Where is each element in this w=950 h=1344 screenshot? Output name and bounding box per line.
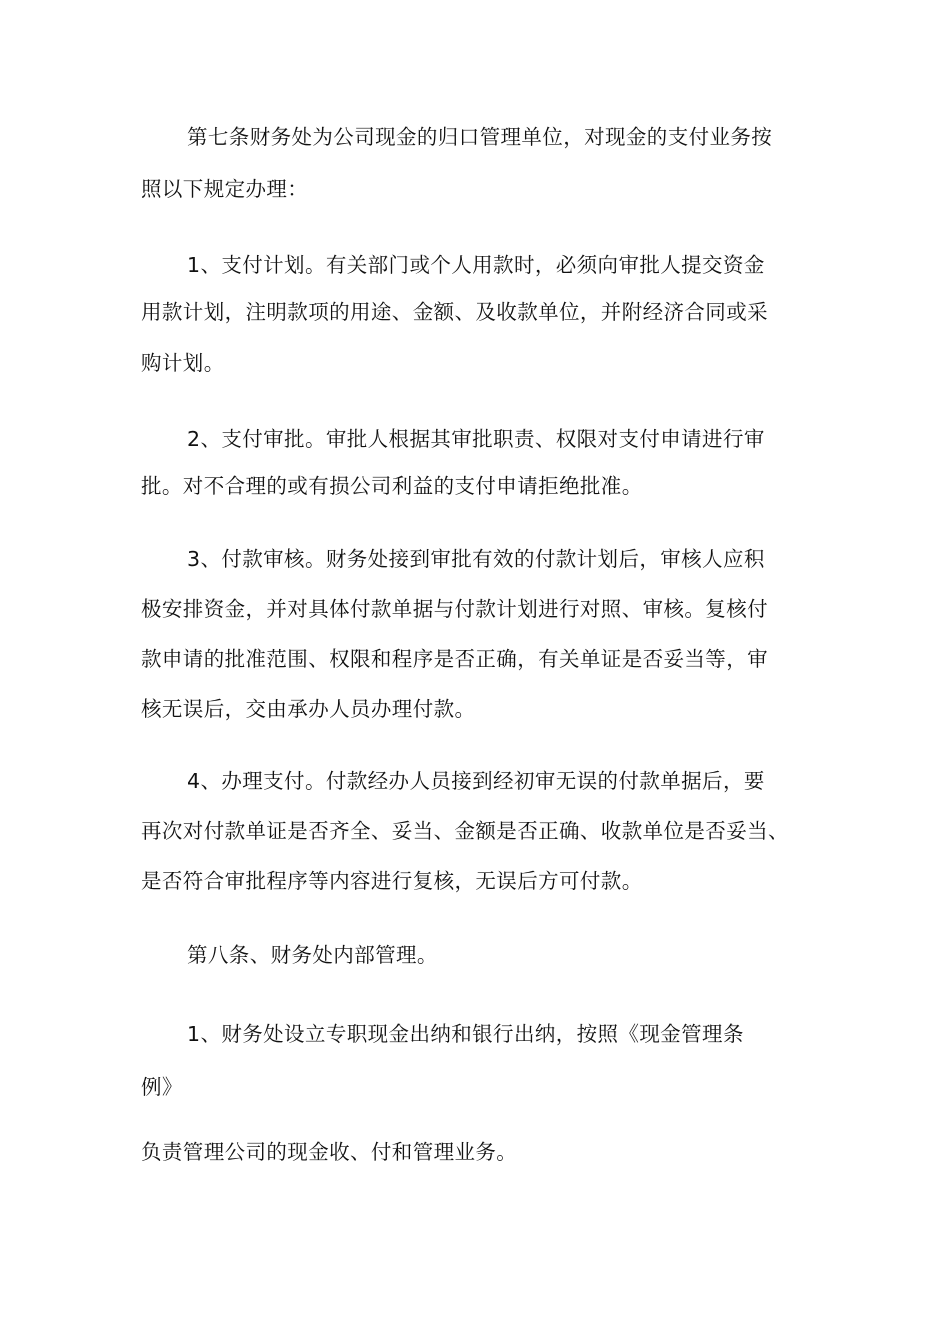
item-4-line-2: 再次对付款单证是否齐全、妥当、金额是否正确、收款单位是否妥当、: [141, 819, 789, 843]
item-4-line-3: 是否符合审批程序等内容进行复核，无误后方可付款。: [141, 869, 643, 893]
item-1-line-2: 用款计划，注明款项的用途、金额、及收款单位，并附经济合同或采: [141, 300, 768, 324]
item-4-line-1: 4、办理支付。付款经办人员接到经初审无误的付款单据后，要: [187, 769, 765, 793]
article-7-line-2: 照以下规定办理：: [141, 177, 309, 201]
article-7-line-1: 第七条财务处为公司现金的归口管理单位，对现金的支付业务按: [187, 125, 773, 149]
item-8-1-line-3: 负责管理公司的现金收、付和管理业务。: [141, 1140, 518, 1164]
item-8-1-line-2: 例》: [141, 1075, 183, 1099]
item-2-line-1: 2、支付审批。审批人根据其审批职责、权限对支付申请进行审: [187, 427, 765, 451]
item-1-line-1: 1、支付计划。有关部门或个人用款时，必须向审批人提交资金: [187, 253, 765, 277]
item-3-line-3: 款申请的批准范围、权限和程序是否正确，有关单证是否妥当等，审: [141, 647, 768, 671]
item-2-line-2: 批。对不合理的或有损公司利益的支付申请拒绝批准。: [141, 474, 643, 498]
item-1-line-3: 购计划。: [141, 351, 225, 375]
article-8-line-1: 第八条、财务处内部管理。: [187, 943, 438, 967]
item-8-1-line-1: 1、财务处设立专职现金出纳和银行出纳，按照《现金管理条: [187, 1022, 744, 1046]
item-3-line-1: 3、付款审核。财务处接到审批有效的付款计划后，审核人应积: [187, 547, 765, 571]
item-3-line-4: 核无误后，交由承办人员办理付款。: [141, 697, 476, 721]
item-3-line-2: 极安排资金，并对具体付款单据与付款计划进行对照、审核。复核付: [141, 597, 768, 621]
